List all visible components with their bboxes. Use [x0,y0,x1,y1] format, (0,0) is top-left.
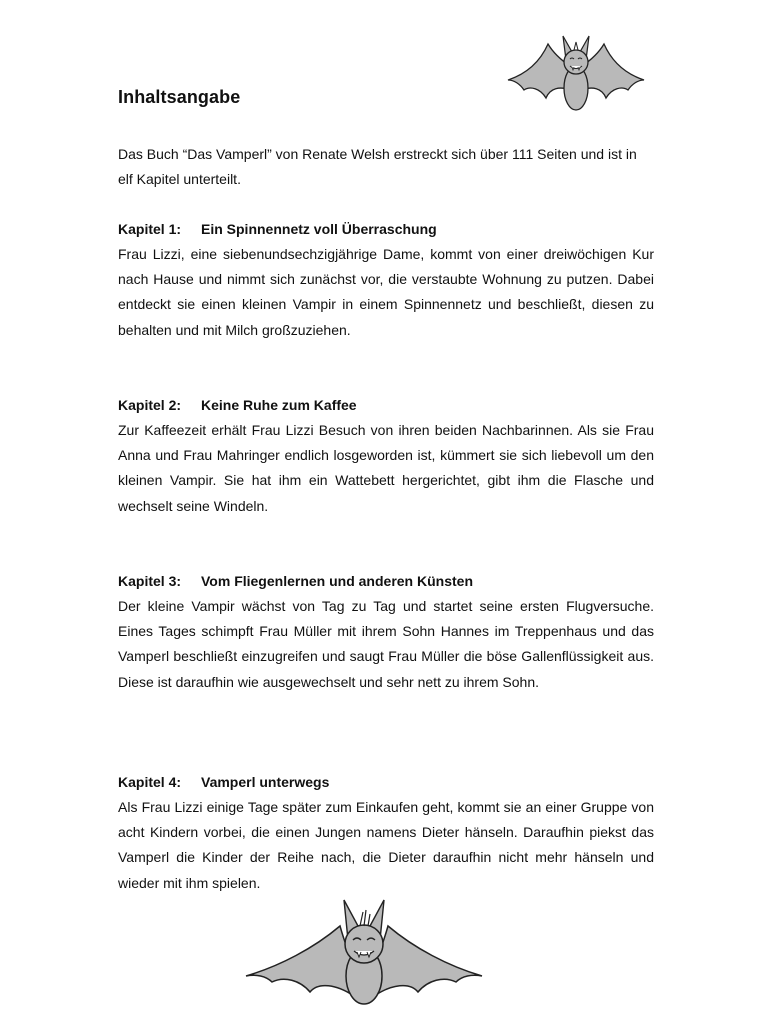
chapter-text: Als Frau Lizzi einige Tage später zum Einkaufen geht, kommt sie an einer Gruppe von acht Kindern vorbei, die einen Jungen namens Dieter hänseln. Daraufhin piekst das Vamperl die Kinder der Reihe nach, die Dieter daraufhin nicht mehr hänseln und wieder mit ihm spielen. [118,799,654,891]
chapter-title: Keine Ruhe zum Kaffee [201,397,357,413]
chapter-text: Zur Kaffeezeit erhält Frau Lizzi Besuch von ihren beiden Nachbarinnen. Als sie Frau Anna und Frau Mahringer endlich losgeworden ist, kümmert sie sich liebevoll um den kleinen Vampir. Sie hat ihm ein Wattebett hergerichtet, gibt ihm die Flasche und wechselt seine Windeln. [118,422,654,514]
chapter-title: Vom Fliegenlernen und anderen Künsten [201,573,473,589]
chapter-number: Kapitel 4: [118,774,182,790]
chapter-text: Der kleine Vampir wächst von Tag zu Tag und startet seine ersten Flugversuche. Eines Tages schimpft Frau Müller mit ihrem Sohn Hannes im Treppenhaus und das Vamperl beschließt einzugreifen und saugt Frau Müller die böse Gallenflüssigkeit aus. Diese ist daraufhin wie ausgewechselt und sehr nett zu ihrem Sohn. [118,598,654,690]
chapter-heading [118,569,654,594]
page-title: Inhaltsangabe [118,87,241,107]
chapter-heading [118,217,654,242]
chapter-4 [118,770,654,896]
chapter-2 [118,393,654,519]
chapter-heading [118,393,654,418]
chapter-title: Ein Spinnennetz voll Überraschung [201,221,437,237]
intro-paragraph: Das Buch “Das Vamperl” von Renate Welsh erstreckt sich über 111 Seiten und ist in elf Kapitel unterteilt. [118,146,637,188]
chapter-1 [118,217,654,343]
chapter-3 [118,569,654,695]
chapter-number: Kapitel 1: [118,221,182,237]
chapter-heading [118,770,654,795]
chapter-title: Vamperl unterwegs [201,774,330,790]
chapter-number: Kapitel 3: [118,573,182,589]
chapter-text: Frau Lizzi, eine siebenundsechzigjährige Dame, kommt von einer dreiwöchigen Kur nach Hause und nimmt sich zunächst vor, die verstaubte Wohnung zu putzen. Dabei entdeckt sie einen kleinen Vampir in einem Spinnennetz und beschließt, diesen zu behalten und mit Milch großzuziehen. [118,246,654,338]
chapter-number: Kapitel 2: [118,397,182,413]
bat-icon [506,30,646,114]
bat-icon [244,896,484,1006]
